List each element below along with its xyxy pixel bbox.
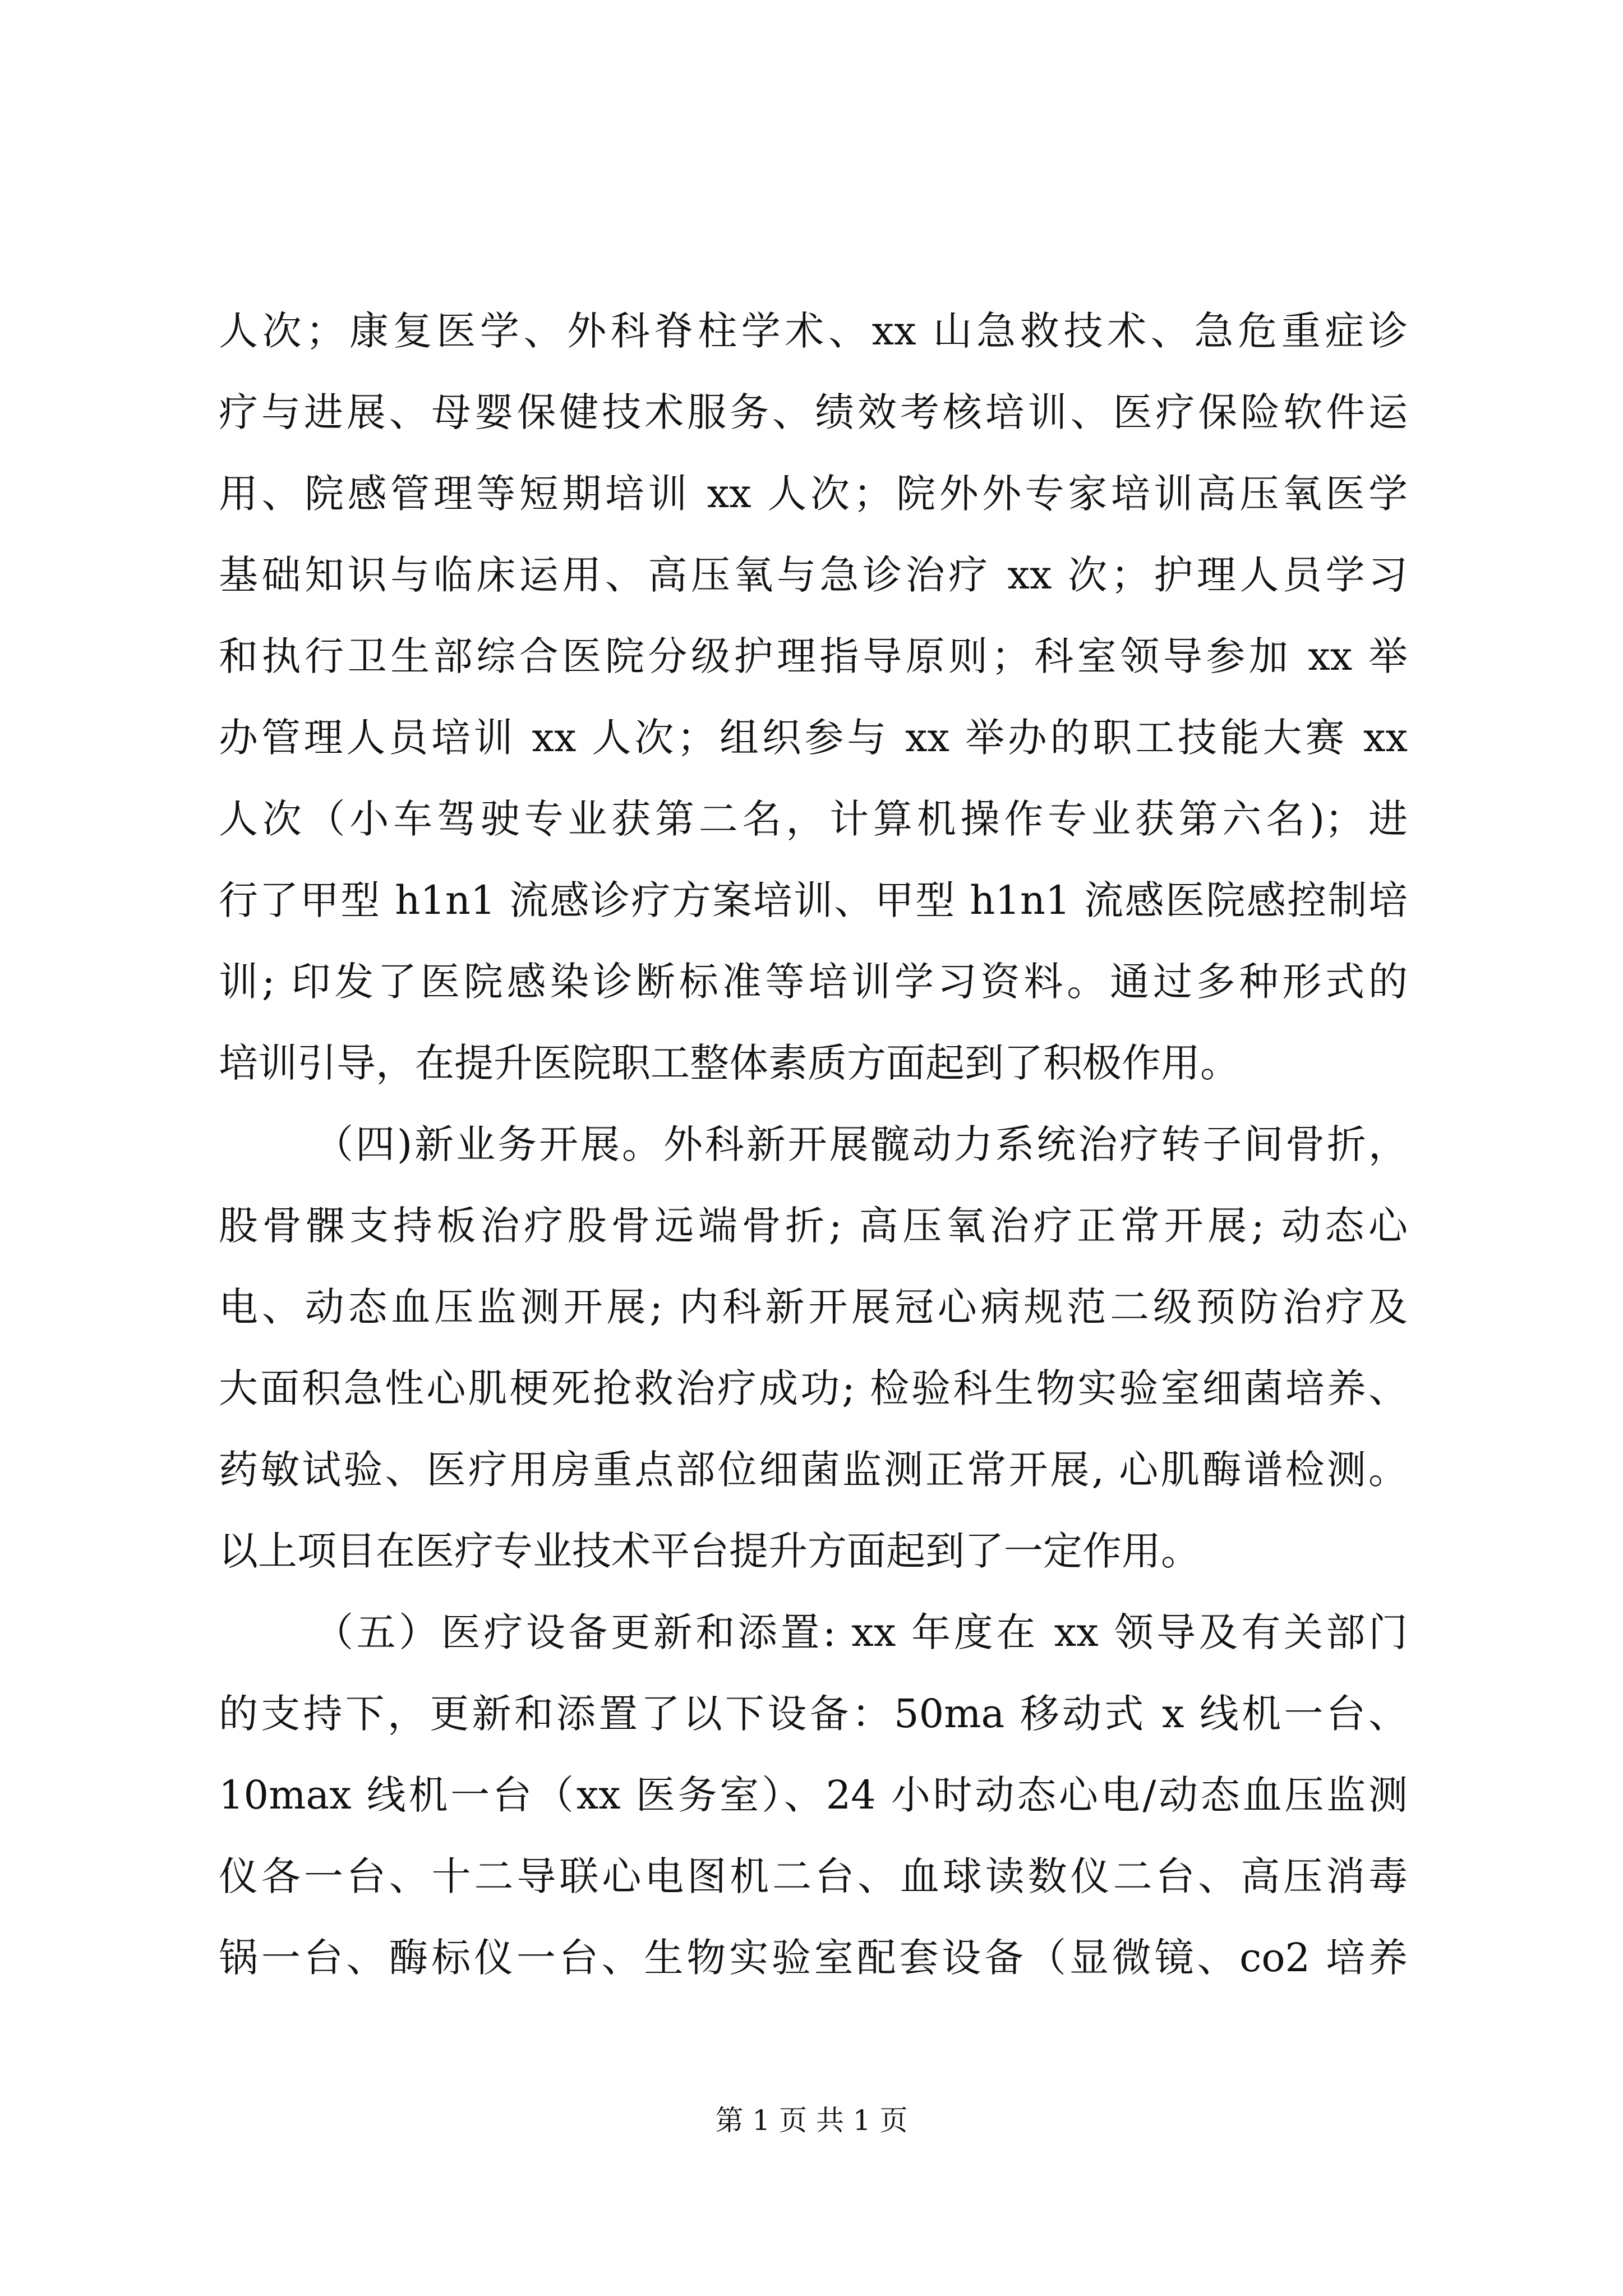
text-line: 大面积急性心肌梗死抢救治疗成功; 检验科生物实验室细菌培养、 — [219, 1365, 1408, 1411]
text-line: 电、动态血压监测开展; 内科新开展冠心病规范二级预防治疗及 — [219, 1284, 1408, 1330]
text-line: （五）医疗设备更新和添置: xx 年度在 xx 领导及有关部门 — [314, 1609, 1408, 1655]
text-line: 仪各一台、十二导联心电图机二台、血球读数仪二台、高压消毒 — [219, 1853, 1408, 1899]
text-line: 人次（小车驾驶专业获第二名，计算机操作专业获第六名)；进 — [219, 796, 1408, 842]
text-line: （四)新业务开展。外科新开展髋动力系统治疗转子间骨折， — [314, 1121, 1408, 1167]
text-line: 用、院感管理等短期培训 xx 人次；院外外专家培训高压氧医学 — [219, 471, 1408, 517]
text-line: 基础知识与临床运用、高压氧与急诊治疗 xx 次；护理人员学习 — [219, 552, 1408, 598]
text-line: 药敏试验、医疗用房重点部位细菌监测正常开展, 心肌酶谱检测。 — [219, 1447, 1408, 1493]
text-line: 以上项目在医疗专业技术平台提升方面起到了一定作用。 — [219, 1528, 1200, 1574]
page-footer: 第 1 页 共 1 页 — [715, 2104, 908, 2137]
text-line: 行了甲型 h1n1 流感诊疗方案培训、甲型 h1n1 流感医院感控制培 — [219, 877, 1408, 923]
text-line: 和执行卫生部综合医院分级护理指导原则；科室领导参加 xx 举 — [219, 633, 1408, 679]
text-line: 训; 印发了医院感染诊断标准等培训学习资料。通过多种形式的 — [219, 959, 1408, 1005]
text-line: 人次；康复医学、外科脊柱学术、xx 山急救技术、急危重症诊 — [219, 308, 1408, 354]
text-line: 锅一台、酶标仪一台、生物实验室配套设备（显微镜、co2 培养 — [219, 1935, 1408, 1981]
text-line: 办管理人员培训 xx 人次；组织参与 xx 举办的职工技能大赛 xx — [219, 715, 1408, 761]
text-line: 股骨髁支持板治疗股骨远端骨折; 高压氧治疗正常开展; 动态心 — [219, 1203, 1408, 1249]
text-line: 培训引导，在提升医院职工整体素质方面起到了积极作用。 — [219, 1040, 1239, 1086]
text-line: 的支持下，更新和添置了以下设备：50ma 移动式 x 线机一台、 — [219, 1691, 1408, 1737]
text-line: 疗与进展、母婴保健技术服务、绩效考核培训、医疗保险软件运 — [219, 389, 1408, 435]
text-line: 10max 线机一台（xx 医务室）、24 小时动态心电/动态血压监测 — [219, 1772, 1408, 1818]
